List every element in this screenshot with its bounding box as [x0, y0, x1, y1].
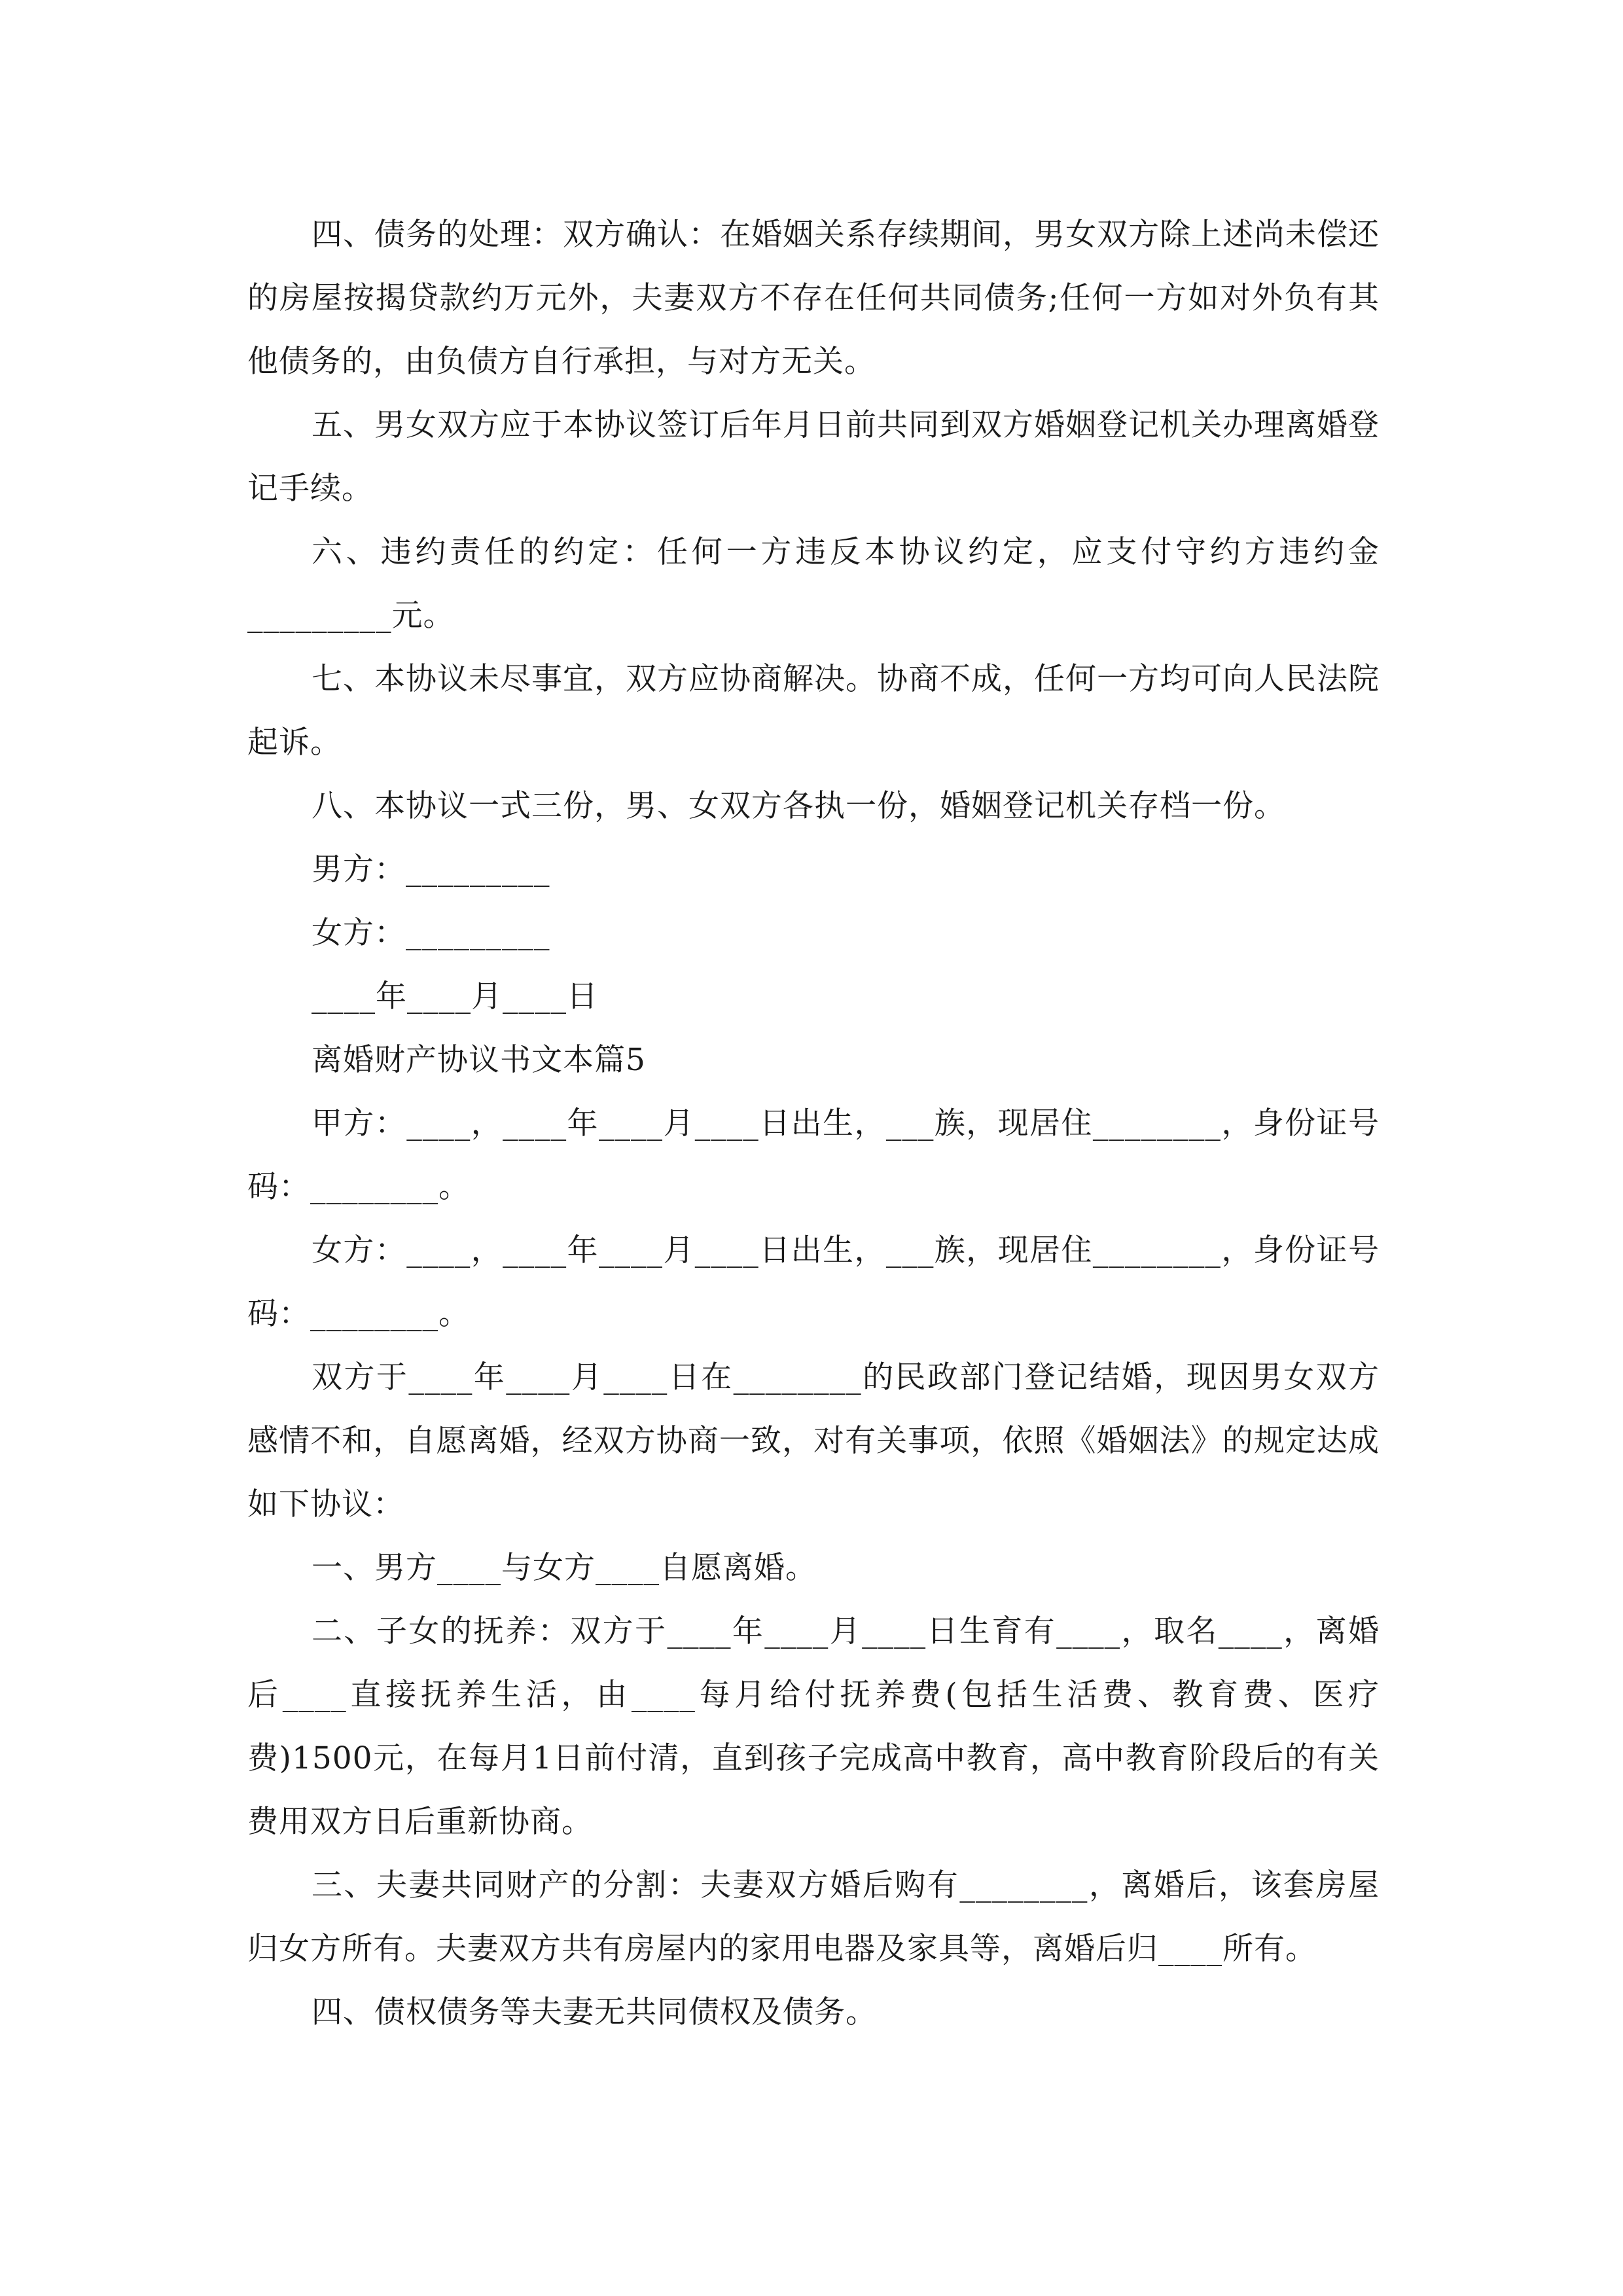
signature-date: ____年____月____日 — [312, 978, 598, 1014]
clause-breach-liability: 六、违约责任的约定：任何一方违反本协议约定，应支付守约方违约金_________元。 — [247, 534, 1380, 634]
clause-copies: 八、本协议一式三份，男、女双方各执一份，婚姻登记机关存档一份。 — [312, 788, 1285, 824]
party-female-info: 女方：____，____年____月____日出生，___族，现居住________，身份证号码：________。 — [247, 1232, 1380, 1332]
document-body — [247, 203, 1380, 2044]
clause-voluntary-divorce: 一、男方____与女方____自愿离婚。 — [312, 1550, 817, 1586]
signature-male: 男方：_________ — [312, 852, 550, 888]
clause-property-division: 三、夫妻共同财产的分割：夫妻双方婚后购有________，离婚后，该套房屋归女方所有。夫妻双方共有房屋内的家用电器及家具等，离婚后归____所有。 — [247, 1867, 1380, 1967]
clause-debts-claims: 四、债权债务等夫妻无共同债权及债务。 — [312, 1994, 877, 2030]
clause-debt-handling: 四、债务的处理：双方确认：在婚姻关系存续期间，男女双方除上述尚未偿还的房屋按揭贷款约万元外，夫妻双方不存在任何共同债务;任何一方如对外负有其他债务的，由负债方自行承担，与对方无关。 — [247, 217, 1380, 380]
party-a-info: 甲方：____，____年____月____日出生，___族，现居住________，身份证号码：________。 — [247, 1105, 1380, 1205]
marriage-background: 双方于____年____月____日在________的民政部门登记结婚，现因男女双方感情不和，自愿离婚，经双方协商一致，对有关事项，依照《婚姻法》的规定达成如下协议： — [247, 1359, 1380, 1522]
section-title: 离婚财产协议书文本篇5 — [312, 1042, 646, 1078]
clause-child-custody: 二、子女的抚养：双方于____年____月____日生育有____，取名____，离婚后____直接抚养生活，由____每月给付抚养费(包括生活费、教育费、医疗费)1500元，在每月1日前付清，直到孩子完成高中教育，高中教育阶段后的有关费用双方日后重新协商。 — [247, 1613, 1380, 1840]
clause-divorce-registration: 五、男女双方应于本协议签订后年月日前共同到双方婚姻登记机关办理离婚登记手续。 — [247, 407, 1380, 507]
clause-unresolved-matters: 七、本协议未尽事宜，双方应协商解决。协商不成，任何一方均可向人民法院起诉。 — [247, 661, 1380, 761]
signature-female: 女方：_________ — [312, 915, 550, 951]
